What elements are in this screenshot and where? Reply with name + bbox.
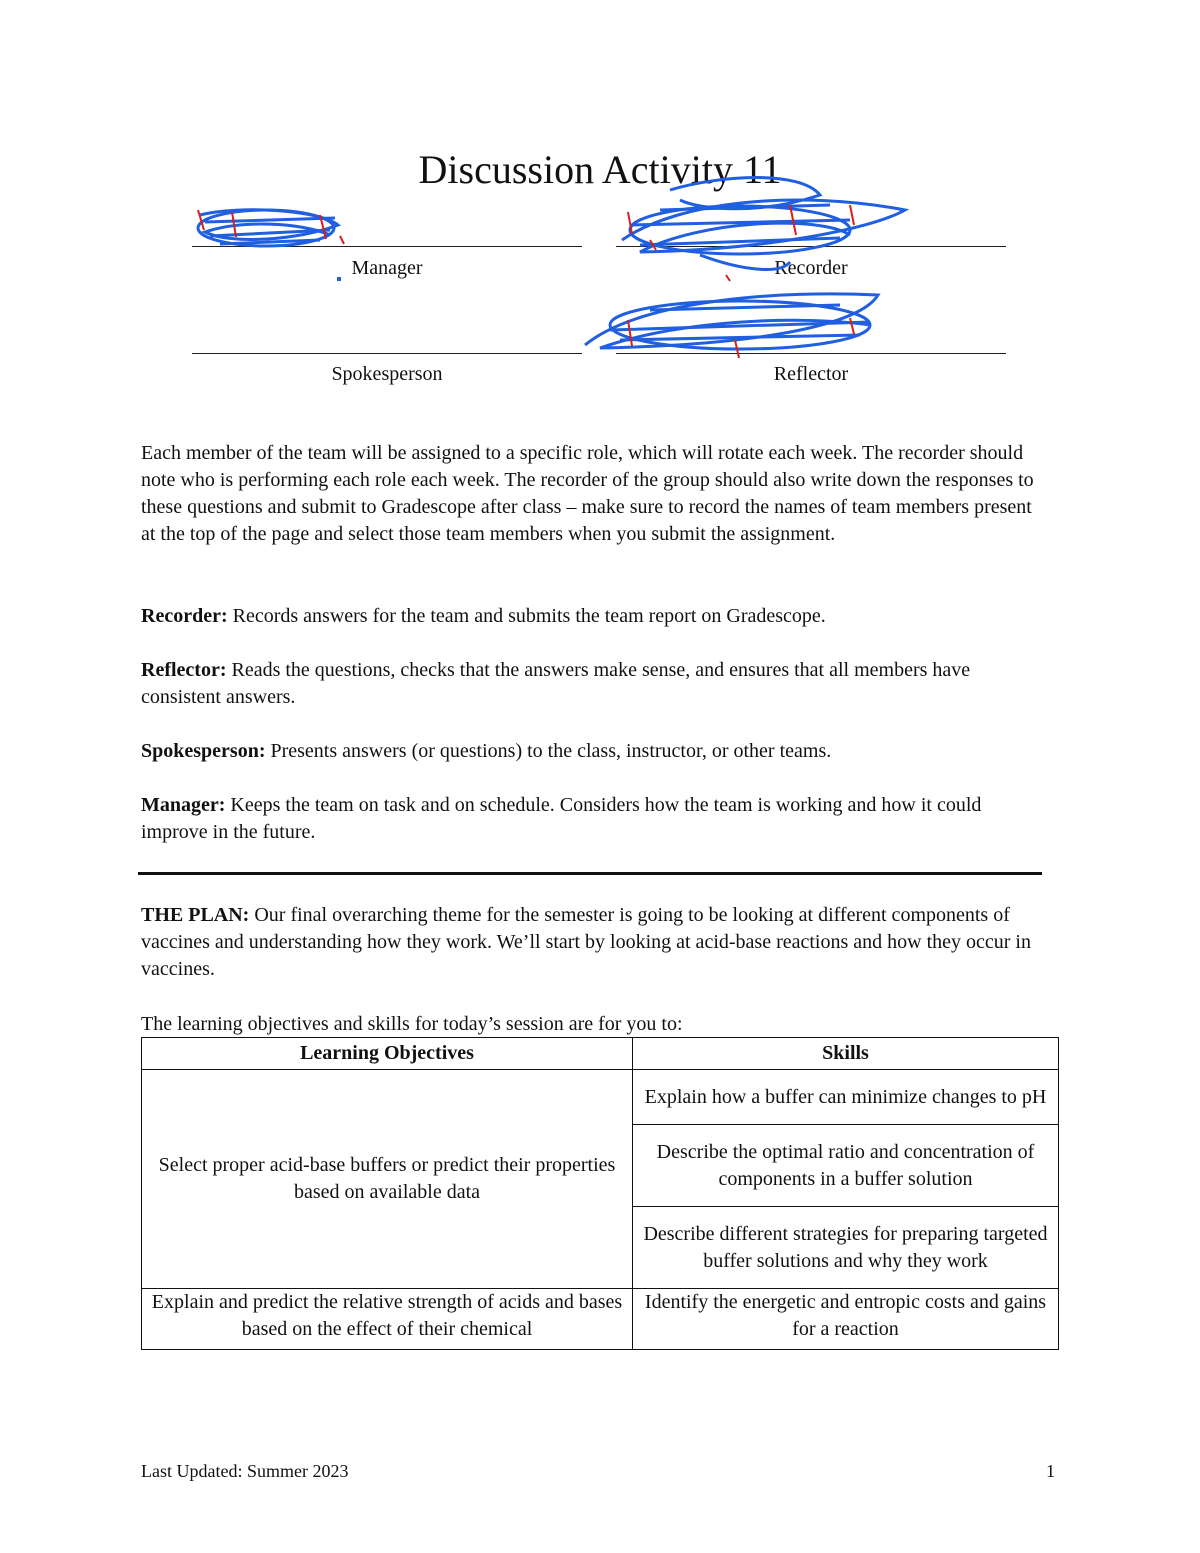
page-title: Discussion Activity 11 — [418, 147, 782, 192]
objective-cell: Select proper acid-base buffers or predict their properties based on available data — [142, 1070, 633, 1289]
table-row — [142, 1289, 1059, 1350]
skill-cell: Describe the optimal ratio and concentration of components in a buffer solution — [633, 1125, 1059, 1207]
manager-name-scribble — [198, 210, 338, 246]
reflector-description — [141, 657, 1046, 711]
section-divider — [138, 872, 1042, 875]
objectives-intro: The learning objectives and skills for today’s session are for you to: — [141, 1013, 683, 1035]
reflector-role-label: Reflector — [773, 363, 849, 385]
spokesperson-description-text: Presents answers (or questions) to the class, instructor, or other teams. — [265, 740, 832, 762]
reflector-name-scribble — [585, 294, 878, 349]
spokesperson-role-label: Spokesperson — [331, 363, 443, 385]
header-learning-objectives: Learning Objectives — [142, 1038, 633, 1070]
spokesperson-description-label: Spokesperson: — [141, 740, 266, 762]
manager-description-label: Manager: — [141, 794, 226, 816]
manager-description-text: Keeps the team on task and on schedule. Considers how the team is working and how it could improve in the future. — [141, 794, 982, 843]
plan-paragraph — [141, 902, 1046, 983]
recorder-description — [141, 603, 1046, 630]
table-row — [142, 1070, 1059, 1125]
footer-last-updated: Last Updated: Summer 2023 — [141, 1461, 349, 1481]
reflector-description-label: Reflector: — [141, 659, 227, 681]
manager-description — [141, 792, 1046, 846]
footer-page-number: 1 — [1046, 1461, 1055, 1481]
skill-cell: Describe different strategies for preparing targeted buffer solutions and why they work — [633, 1207, 1059, 1289]
recorder-role-label: Recorder — [774, 257, 848, 279]
manager-signature-line[interactable] — [192, 246, 582, 247]
plan-label: THE PLAN: — [141, 904, 250, 926]
intro-paragraph: Each member of the team will be assigned to a specific role, which will rotate each week. The recorder should note who is performing each role each week. The recorder of the group should also write down the responses to these questions and submit to Gradescope after class – make sure to record the names of team members present at the top of the page and select those team members when you submit the assignment. — [141, 442, 1034, 545]
spokesperson-description — [141, 738, 1046, 765]
table-header-row — [142, 1038, 1059, 1070]
reflector-description-text: Reads the questions, checks that the answers make sense, and ensures that all members have consistent answers. — [141, 659, 971, 708]
skill-cell: Identify the energetic and entropic costs and gains for a reaction — [633, 1289, 1059, 1350]
recorder-description-text: Records answers for the team and submits the team report on Gradescope. — [227, 605, 826, 627]
header-skills: Skills — [633, 1038, 1059, 1070]
spokesperson-signature-line[interactable] — [192, 353, 582, 354]
objectives-table — [141, 1037, 1059, 1350]
recorder-signature-line[interactable] — [616, 246, 1006, 247]
objective-cell: Explain and predict the relative strength of acids and bases based on the effect of their chemical — [142, 1289, 633, 1350]
recorder-description-label: Recorder: — [141, 605, 228, 627]
skill-cell: Explain how a buffer can minimize changes to pH — [633, 1070, 1059, 1125]
manager-role-label: Manager — [351, 257, 423, 279]
redaction-scribbles — [0, 0, 1200, 420]
plan-text: Our final overarching theme for the semester is going to be looking at different components of vaccines and understanding how they work. We’ll start by looking at acid-base reactions and how they occur in vaccines. — [141, 904, 1031, 980]
reflector-signature-line[interactable] — [616, 353, 1006, 354]
